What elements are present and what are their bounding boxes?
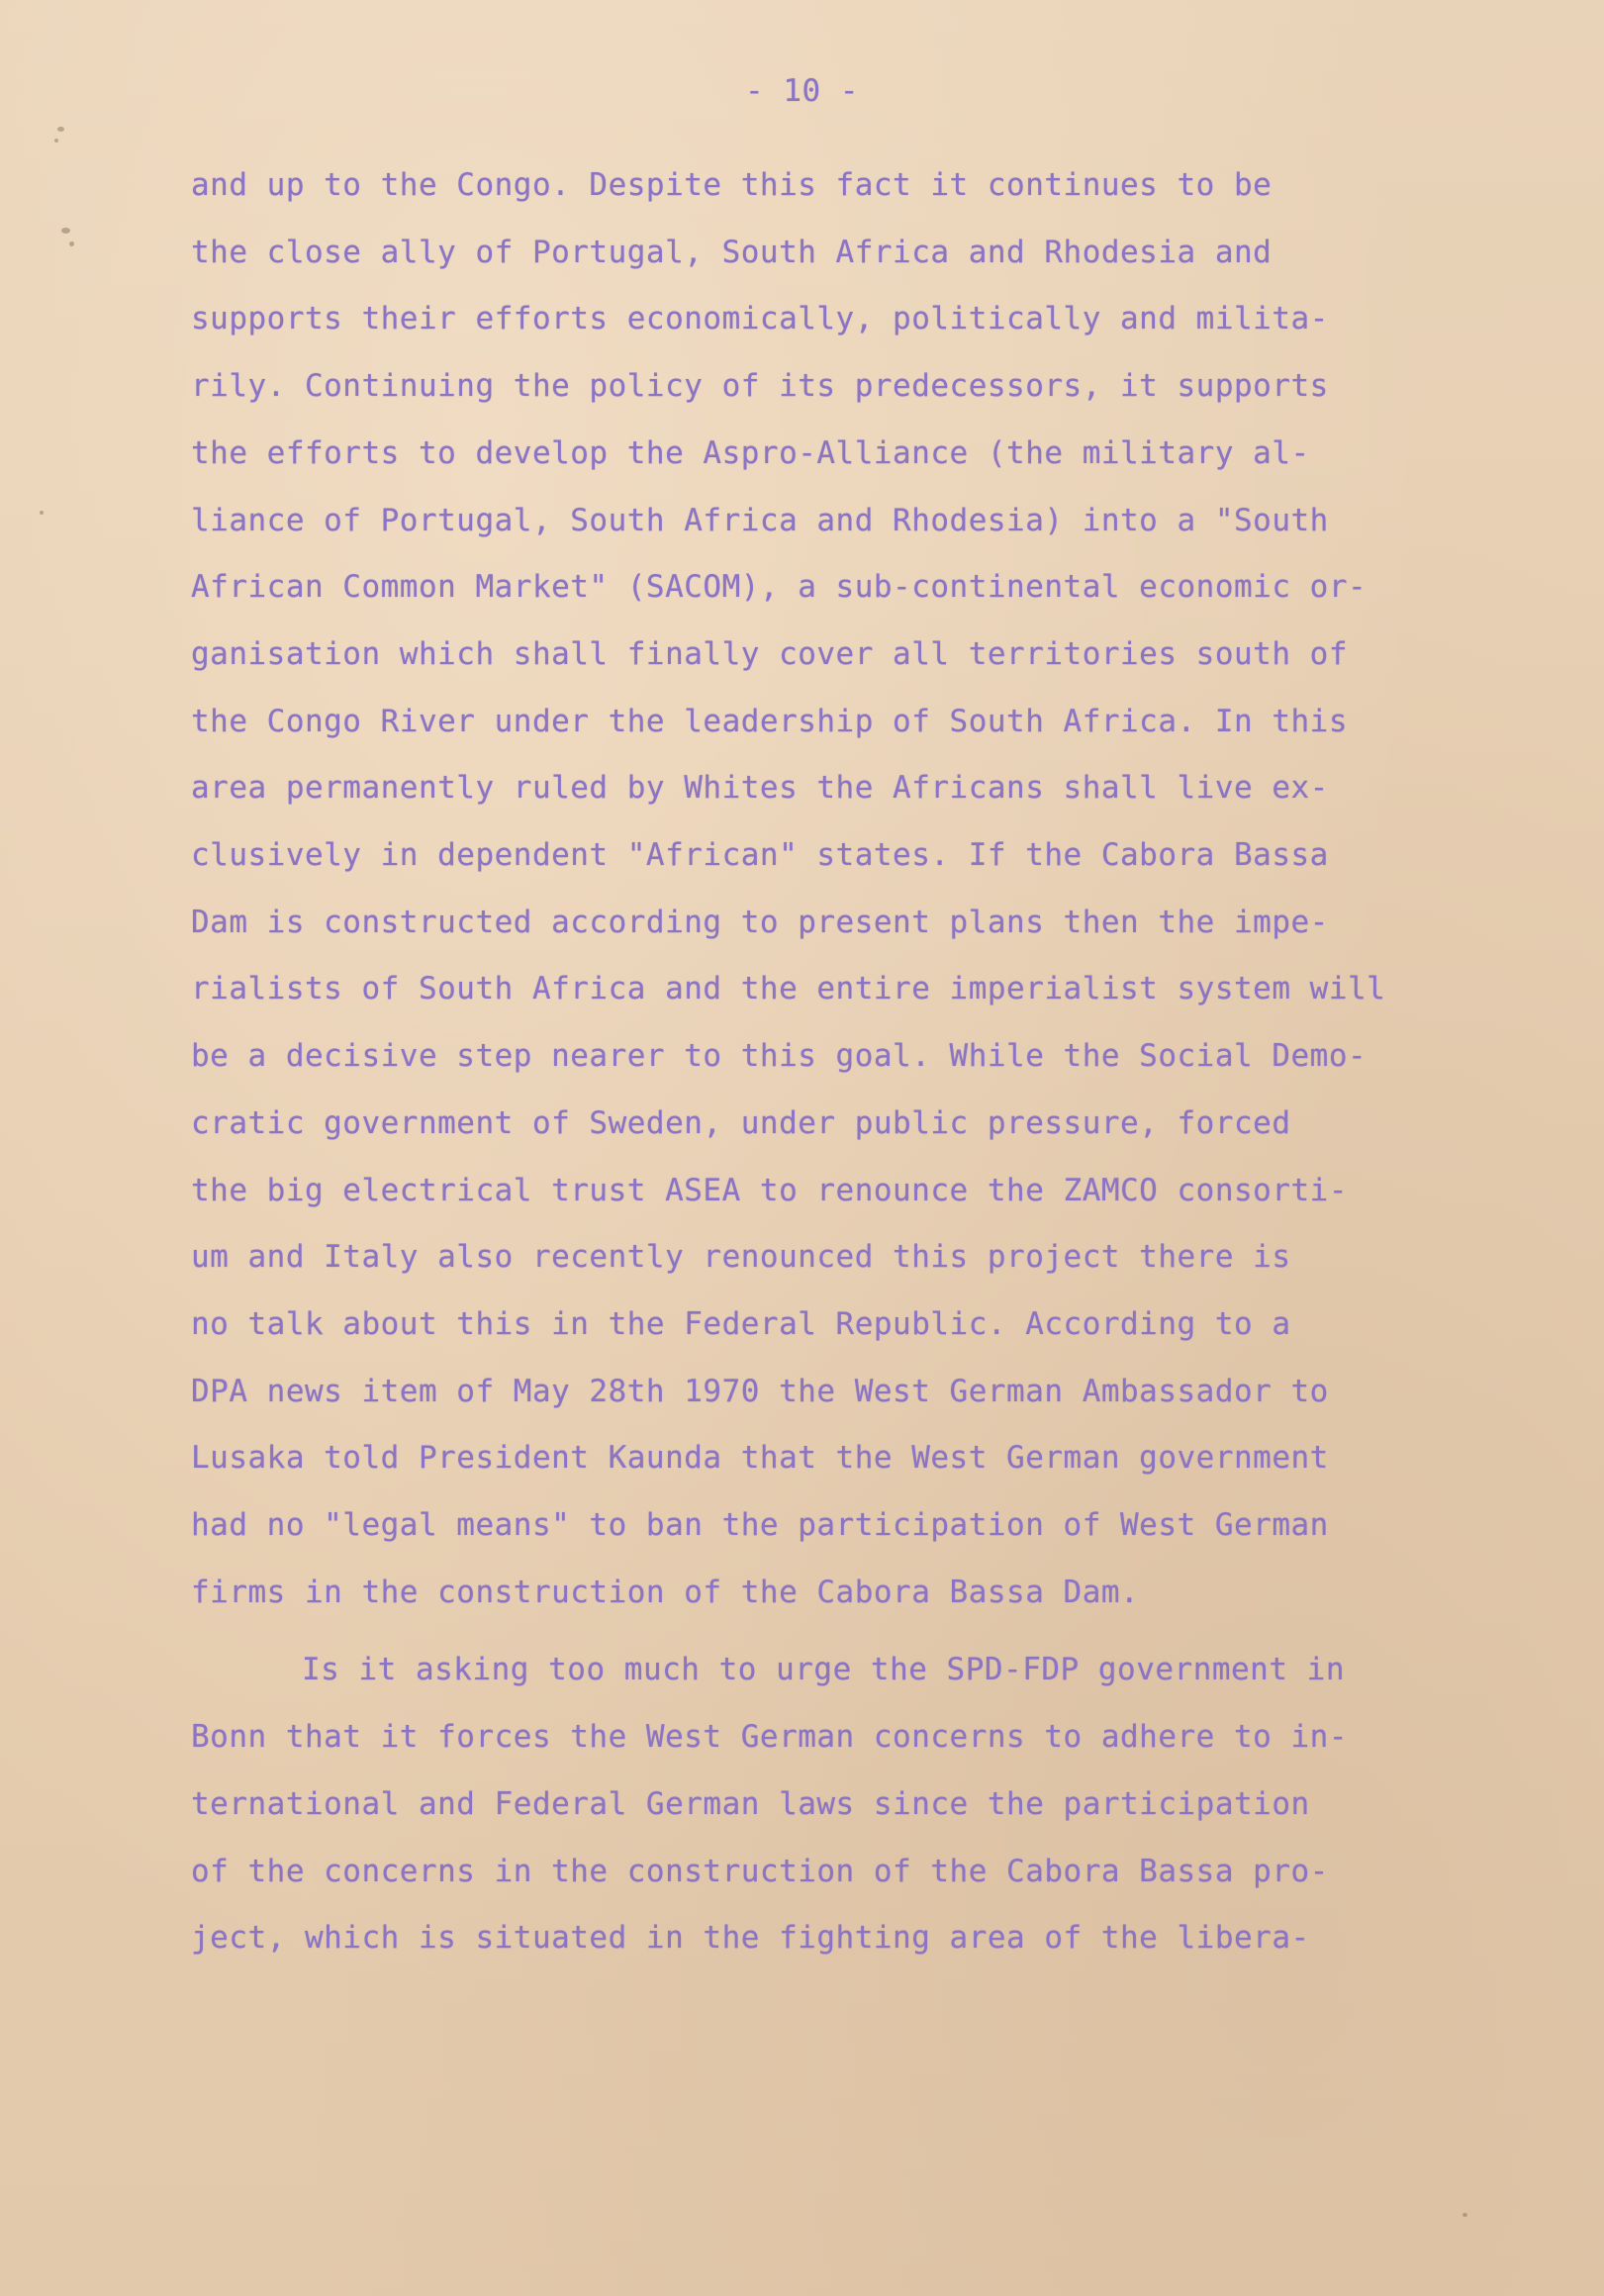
paper-speck (57, 127, 64, 132)
text-line: the big electrical trust ASEA to renounce the ZAMCO consorti- (191, 1172, 1348, 1208)
text-line: rialists of South Africa and the entire imperialist system will (191, 971, 1386, 1007)
paper-speck (61, 228, 70, 234)
paper-speck (40, 511, 44, 515)
text-line: the Congo River under the leadership of South Africa. In this (191, 703, 1348, 739)
text-line: rily. Continuing the policy of its predecessors, it supports (191, 368, 1329, 405)
text-line: area permanently ruled by Whites the Africans shall live ex- (191, 770, 1329, 807)
text-line: Dam is constructed according to present plans then the impe- (191, 904, 1329, 940)
body-text (191, 152, 1477, 1972)
text-line: ternational and Federal German laws since the participation (191, 1785, 1310, 1822)
text-line: DPA news item of May 28th 1970 the West German Ambassador to (191, 1373, 1329, 1409)
paper-speck (54, 139, 58, 143)
text-line: ganisation which shall finally cover all territories south of (191, 635, 1348, 672)
paragraph-1 (191, 152, 1477, 1626)
text-line: Bonn that it forces the West German concerns to adhere to in- (191, 1719, 1348, 1756)
text-line: ject, which is situated in the fighting area of the libera- (191, 1920, 1310, 1957)
text-line: firms in the construction of the Cabora Bassa Dam. (191, 1574, 1140, 1610)
text-line: the close ally of Portugal, South Africa and Rhodesia and (191, 234, 1273, 270)
text-line: African Common Market" (SACOM), a sub-continental economic or- (191, 569, 1368, 606)
text-line: no talk about this in the Federal Republic. According to a (191, 1305, 1291, 1342)
text-line: supports their efforts economically, politically and milita- (191, 301, 1329, 337)
paper-speck (1462, 2213, 1467, 2217)
paragraph-gap (191, 1626, 1477, 1637)
text-line: um and Italy also recently renounced this project there is (191, 1239, 1291, 1276)
text-line: be a decisive step nearer to this goal. While the Social Demo- (191, 1038, 1368, 1075)
text-line: had no "legal means" to ban the participation of West German (191, 1507, 1329, 1544)
paper-speck (69, 241, 74, 246)
paragraph-2 (191, 1637, 1477, 1972)
text-line: cratic government of Sweden, under public pressure, forced (191, 1104, 1291, 1141)
text-line: Lusaka told President Kaunda that the West German government (191, 1440, 1329, 1477)
text-line: the efforts to develop the Aspro-Alliance (the military al- (191, 434, 1310, 471)
text-line: of the concerns in the construction of the Cabora Bassa pro- (191, 1853, 1329, 1889)
text-line: liance of Portugal, South Africa and Rhodesia) into a "South (191, 502, 1329, 538)
text-line: and up to the Congo. Despite this fact it continues to be (191, 167, 1273, 203)
page-number: - 10 - (745, 73, 859, 109)
text-line: Is it asking too much to urge the SPD-FDP government in (302, 1652, 1345, 1688)
text-line: clusively in dependent "African" states. If the Cabora Bassa (191, 837, 1329, 874)
